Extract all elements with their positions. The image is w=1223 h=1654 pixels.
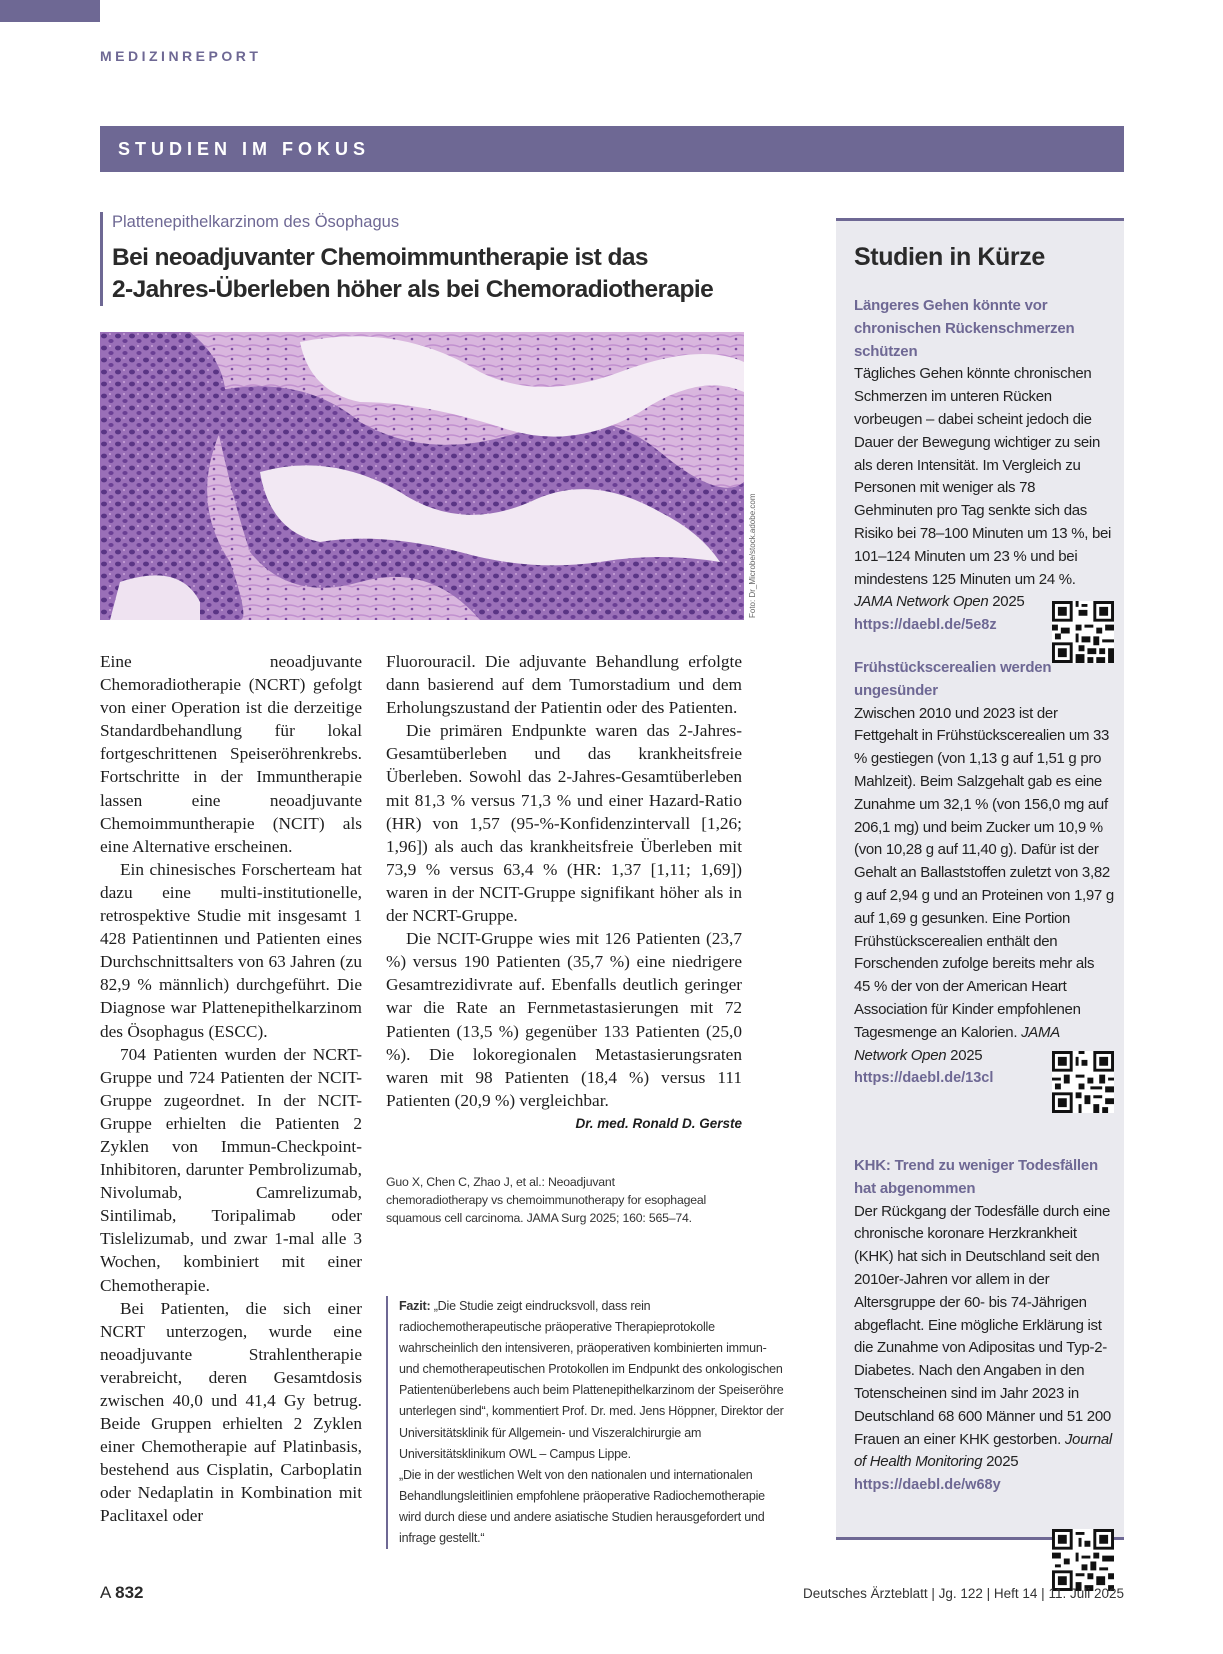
brief-item <box>854 657 1114 1090</box>
photo-credit: Foto: Dr_Microbe/stock.adobe.com <box>748 493 757 618</box>
fazit-box <box>386 1296 790 1549</box>
brief-source: JAMA Network Open <box>854 1023 1060 1064</box>
brief-link[interactable]: https://daebl.de/5e8z <box>854 617 997 634</box>
brief-item <box>854 1155 1114 1497</box>
fazit-paragraph <box>399 1296 790 1465</box>
histology-photo <box>100 332 744 620</box>
brief-source: Journal of Health Monitoring <box>854 1430 1112 1471</box>
page-number-value: 832 <box>115 1583 144 1602</box>
article-column-2 <box>386 650 742 1135</box>
page-number <box>100 1583 144 1603</box>
brief-item <box>854 295 1114 637</box>
sidebar-studien-in-kuerze <box>836 218 1124 1540</box>
author-byline: Dr. med. Ronald D. Gerste <box>575 1115 742 1131</box>
brief-body <box>854 703 1114 1068</box>
brief-text: Der Rückgang der Todesfälle durch eine chronische koronare Herzkrankheit (KHK) hat sich in Deutschland seit den 2010er-Jahren vor allem in der Altersgruppe der 60- bis 74-Jährigen abgeflacht. Eine mögliche Erklärung ist die Zunahme von Adipositas und Typ-2-Diabetes. Nach den Angaben in den Totenscheinen sind im Jahr 2023 in Deutschland 68 600 Männer und 51 200 Frauen an einer KHK gestorben. <box>854 1202 1111 1448</box>
qr-code-icon[interactable] <box>1052 1051 1114 1113</box>
brief-text: Tägliches Gehen könnte chronischen Schmerzen im unteren Rücken vorbeugen – dabei scheint jedoch die Dauer der Bewegung wichtiger zu sein als deren Intensität. Im Vergleich zu Personen mit weniger als 78 Gehminuten pro Tag senkte sich das Risiko bei 78–100 Minuten um 13 %, bei 101–124 Minuten um 23 % und bei mindestens 125 Minuten um 24 %. <box>854 365 1112 588</box>
brief-text: Zwischen 2010 und 2023 ist der Fettgehalt in Frühstückscerealien um 33 % gestiegen (von 1,13 g auf 1,51 g pro Mahlzeit). Beim Salzgehalt gab es eine Zunahme um 32,1 % (von 156,0 mg auf 206,1 mg) und beim Zucker um 10,9 % (von 10,28 g auf 11,40 g). Dafür ist der Gehalt an Ballaststoffen zuletzt von 3,82 g auf 2,94 g und an Proteinen von 1,97 g auf 1,69 g gesunken. Eine Portion Frühstückscerealien enthält den Forschenden zufolge bereits mehr als 45 % der von der American Heart Association für Kinder empfohlenen Tagesmenge an Kalorien. <box>854 704 1114 1041</box>
journal-info: Deutsches Ärzteblatt | Jg. 122 | Heft 14 | 11. Juli 2025 <box>803 1586 1124 1601</box>
paragraph: Ein chinesisches Forscherteam hat dazu eine multi-institutionelle, retrospektive Studie mit insgesamt 1 428 Patientinnen und Patienten eines Durchschnittsalters von 63 Jahren (zu 82,9 % männlich) durchgeführt. Die Diagnose war Plattenepithelkarzinom des Ösophagus (ESCC). <box>100 859 362 1041</box>
sidebar-title: Studien in Kürze <box>854 243 1045 271</box>
paragraph: Die primären Endpunkte waren das 2-Jahres-Gesamtüberleben und das krankheitsfreie Überleben. Sowohl das 2-Jahres-Gesamtüberleben mit 81,3 % versus 71,3 % und einer Hazard-Ratio (HR) von 1,57 (95-%-Konfidenzintervall [1,26; 1,96]) als auch das krankheitsfreie Überleben mit 73,9 % versus 63,4 % (HR: 1,37 [1,11; 1,69]) waren in der NCIT-Gruppe signifikant höher als in der NCRT-Gruppe. <box>386 721 742 926</box>
paragraph: 704 Patienten wurden der NCRT-Gruppe und 724 Patienten der NCIT-Gruppe zugeordnet. In der NCIT-Gruppe erhielten die Patienten 2 Zyklen von Immun-Checkpoint-Inhibitoren, darunter Pembrolizumab, Nivolumab, Camrelizumab, Sintilimab, Toripalimab oder Tislelizumab, und zwar 1-mal alle 3 Wochen, kombiniert mit einer Chemotherapie. <box>100 1044 362 1295</box>
headline-line-1: Bei neoadjuvanter Chemoimmuntherapie ist das <box>112 244 648 271</box>
brief-link[interactable]: https://daebl.de/w68y <box>854 1477 1001 1494</box>
fazit-label: Fazit: <box>399 1299 431 1313</box>
brief-link[interactable]: https://daebl.de/13cl <box>854 1070 994 1087</box>
paragraph: Bei Patienten, die sich einer NCRT unterzogen, wurde eine neoadjuvante Strahlentherapie verabreicht, deren Gesamtdosis zwischen 40,0 und 41,4 Gy betrug. Beide Gruppen erhielten 2 Zyklen einer Chemotherapie auf Platinbasis, bestehend aus Cisplatin, Carboplatin oder Nedaplatin in Kombination mit Paclitaxel oder <box>100 1298 362 1526</box>
brief-body <box>854 363 1114 614</box>
brief-title: Frühstückscerealien werden ungesünder <box>854 659 1052 699</box>
headline-line-2: 2-Jahres-Überleben höher als bei Chemoradiotherapie <box>112 276 714 303</box>
paragraph <box>386 927 742 1131</box>
brief-year: 2025 <box>950 1046 983 1064</box>
brief-body <box>854 1201 1114 1475</box>
headline-block <box>100 212 760 306</box>
page-prefix: A <box>100 1583 111 1602</box>
paragraph: Eine neoadjuvante Chemoradiotherapie (NCRT) gefolgt von einer Operation ist die derzeitige Standardbehandlung für lokal fortgeschrittenen Speiseröhrenkrebs. Fortschritte in der Immuntherapie lassen eine neoadjuvante Chemoimmuntherapie (NCIT) als eine Alternative erscheinen. <box>100 652 362 856</box>
article-column-1 <box>100 650 362 1528</box>
brief-title: Längeres Gehen könnte vor chronischen Rückenschmerzen schützen <box>854 297 1075 360</box>
brief-source: JAMA Network Open <box>854 593 989 611</box>
section-label: MEDIZINREPORT <box>100 48 262 64</box>
paragraph: Fluorouracil. Die adjuvante Behandlung erfolgte dann basierend auf dem Tumorstadium und dem Erholungszustand der Patientin oder des Patienten. <box>386 652 742 718</box>
brief-year: 2025 <box>992 593 1025 611</box>
article-kicker: Plattenepithelkarzinom des Ösophagus <box>112 213 400 231</box>
qr-code-icon[interactable] <box>1052 1529 1114 1591</box>
brief-title: KHK: Trend zu weniger Todesfällen hat abgenommen <box>854 1157 1098 1197</box>
paragraph-text: Die NCIT-Gruppe wies mit 126 Patienten (23,7 %) versus 190 Patienten (35,7 %) eine niedrigere Gesamtrezidivrate auf. Ebenfalls deutlich geringer war die Rate an Fernmetastasierungen mit 72 Patienten (13,5 %) gegenüber 133 Patienten (25,0 %). Die lokoregionalen Metastasierungsraten waren mit 98 Patienten (18,4 %) versus 111 Patienten (20,9 %) vergleichbar. <box>386 929 742 1110</box>
qr-code-icon[interactable] <box>1052 601 1114 663</box>
brief-year: 2025 <box>986 1453 1019 1471</box>
reference: Guo X, Chen C, Zhao J, et al.: Neoadjuvant chemoradiotherapy vs chemoimmunotherapy for esophageal squamous cell carcinoma. JAMA Surg 2025; 160: 565–74. <box>386 1175 707 1225</box>
fazit-text: „Die Studie zeigt eindrucksvoll, dass rein radiochemotherapeutische präoperative Therapieprotokolle wahrscheinlich den intensiveren, präoperativen kombinierten immun- und chemotherapeutischen Protokollen im Endpunkt des onkologischen Patientenüberlebens auch beim Plattenepithelkarzinom der Speiseröhre unterlegen sind“, kommentiert Prof. Dr. med. Jens Höppner, Direktor der Universitätsklinik für Allgemein- und Viszeralchirurgie am Universitätsklinikum OWL – Campus Lippe. <box>399 1299 784 1461</box>
article-headline <box>112 242 760 306</box>
corner-tab <box>0 0 100 22</box>
fazit-paragraph-2: „Die in der westlichen Welt von den nationalen und internationalen Behandlungsleitlinien empfohlene präoperative Radiochemotherapie wird durch diese und andere asiatische Studien herausgefordert und infrage gestellt.“ <box>399 1467 765 1546</box>
section-banner: STUDIEN IM FOKUS <box>100 126 1124 172</box>
